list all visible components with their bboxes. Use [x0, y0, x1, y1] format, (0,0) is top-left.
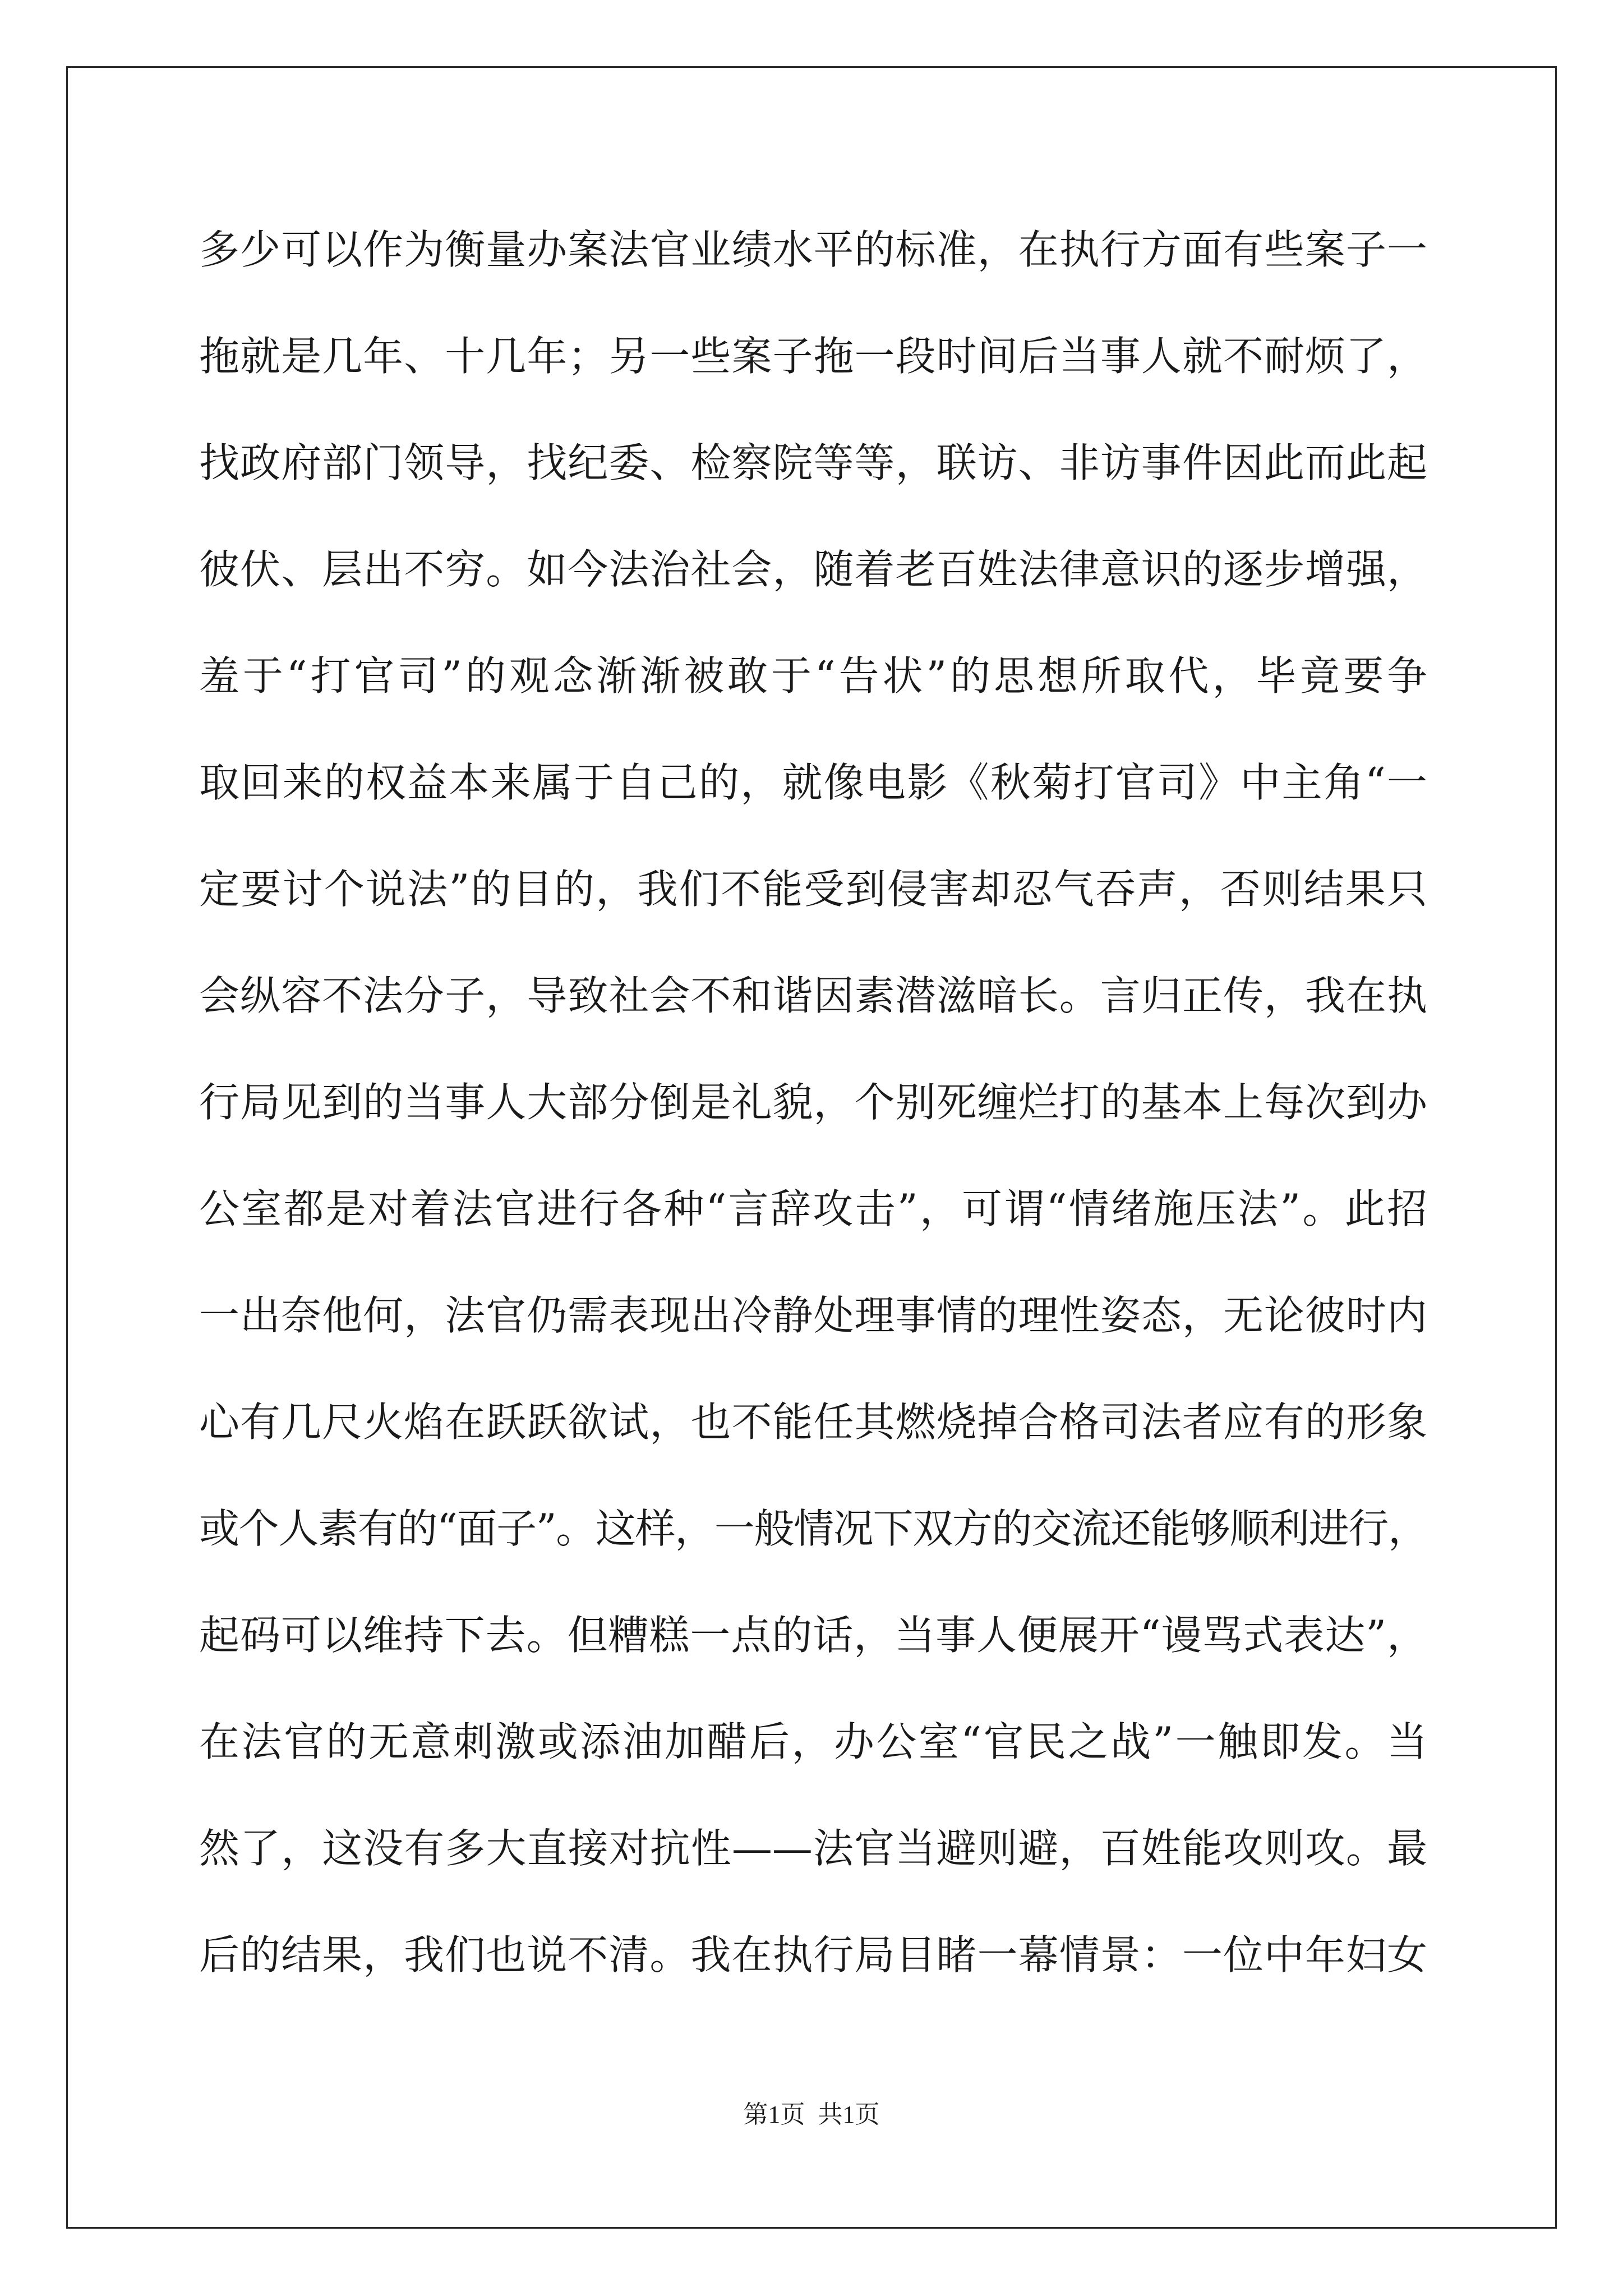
- text-line: 心有几尺火焰在跃跃欲试，也不能任其燃烧掉合格司法者应有的形象: [199, 1398, 1427, 1446]
- page-total: 共1页: [818, 2101, 880, 2128]
- document-body: [199, 218, 1427, 2030]
- text-line: 拖就是几年、十几年；另一些案子拖一段时间后当事人就不耐烦了，: [199, 333, 1427, 380]
- text-line: 起码可以维持下去。但糟糕一点的话，当事人便展开“谩骂式表达”，: [199, 1612, 1427, 1659]
- text-line: 一出奈他何，法官仍需表现出冷静处理事情的理性姿态，无论彼时内: [199, 1292, 1427, 1339]
- text-line: 行局见到的当事人大部分倒是礼貌，个别死缠烂打的基本上每次到办: [199, 1079, 1427, 1126]
- text-line: 彼伏、层出不穷。如今法治社会，随着老百姓法律意识的逐步增强，: [199, 546, 1427, 593]
- text-line: 会纵容不法分子，导致社会不和谐因素潜滋暗长。言归正传，我在执: [199, 972, 1427, 1019]
- text-line: 或个人素有的“面子”。这样，一般情况下双方的交流还能够顺利进行，: [199, 1505, 1427, 1552]
- text-line: 然了，这没有多大直接对抗性——法官当避则避，百姓能攻则攻。最: [199, 1825, 1427, 1872]
- text-line: 取回来的权益本来属于自己的，就像电影《秋菊打官司》中主角“一: [199, 759, 1427, 806]
- text-line: 公室都是对着法官进行各种“言辞攻击”，可谓“情绪施压法”。此招: [199, 1185, 1427, 1232]
- page-footer: [0, 2098, 1623, 2132]
- text-line: 定要讨个说法”的目的，我们不能受到侵害却忍气吞声，否则结果只: [199, 866, 1427, 913]
- text-line: 羞于“打官司”的观念渐渐被敢于“告状”的思想所取代，毕竟要争: [199, 652, 1427, 700]
- page-number: 第1页: [743, 2101, 805, 2128]
- text-line: 多少可以作为衡量办案法官业绩水平的标准，在执行方面有些案子一: [199, 226, 1427, 273]
- text-line: 在法官的无意刺激或添油加醋后，办公室“官民之战”一触即发。当: [199, 1718, 1427, 1765]
- text-line: 后的结果，我们也说不清。我在执行局目睹一幕情景：一位中年妇女: [199, 1931, 1427, 1978]
- text-line: 找政府部门领导，找纪委、检察院等等，联访、非访事件因此而此起: [199, 439, 1427, 486]
